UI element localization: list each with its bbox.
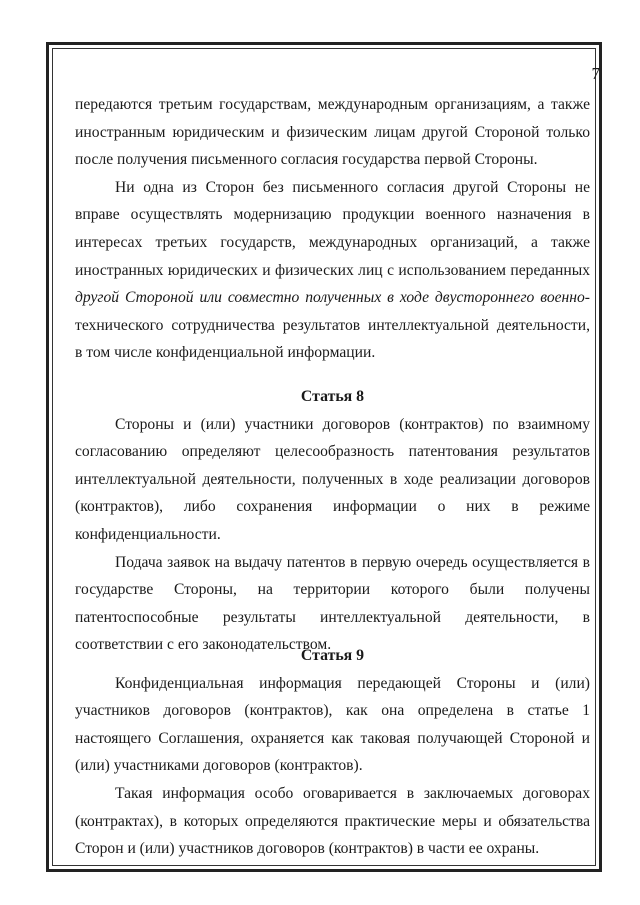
paragraph-line: другой Стороной или совместно полученных в ходе двустороннего военно- — [75, 289, 590, 307]
paragraph-line: конфиденциальности. — [75, 525, 221, 543]
article-9-section — [75, 642, 590, 863]
paragraph-line: настоящего Соглашения, охраняется как таковая получающей Стороной и — [75, 729, 590, 747]
paragraph-line: после получения письменного согласия государства первой Стороны. — [75, 151, 538, 169]
article-8-heading: Статья 8 — [300, 388, 365, 405]
paragraph-line: участников договоров (контрактов), как она определена в статье 1 — [75, 702, 590, 720]
paragraph-line: (или) участниками договоров (контрактов). — [75, 757, 363, 775]
paragraph-line: Подача заявок на выдачу патентов в первую очередь осуществляется в — [115, 553, 590, 571]
paragraph-line: Такая информация особо оговаривается в заключаемых договорах — [115, 784, 590, 802]
paragraph-line: иностранных юридических и физических лиц с использованием переданных — [75, 261, 590, 279]
paragraph-line: вправе осуществлять модернизацию продукции военного назначения в — [75, 206, 590, 224]
paragraph-line: патентоспособные результаты интеллектуальной деятельности, в — [75, 608, 590, 626]
article-8-section — [75, 383, 590, 659]
paragraph-line: Конфиденциальная информация передающей Стороны и (или) — [115, 674, 590, 692]
paragraph-line: передаются третьим государствам, международным организациям, а также — [75, 96, 590, 113]
paragraph-line: Сторон и (или) участников договоров (контрактов) в части ее охраны. — [75, 840, 540, 858]
paragraph-line: Стороны и (или) участники договоров (контрактов) по взаимному — [115, 415, 590, 433]
paragraph-line: государстве Стороны, на территории которого были получены — [75, 581, 590, 599]
continuation-block — [75, 91, 590, 367]
paragraph-line: (контрактов), либо сохранения информации о них в режиме — [75, 498, 590, 516]
paragraph-line: (контрактах), в которых определяются практические меры и обязательства — [75, 812, 590, 830]
paragraph-line: интересах третьих государств, международных организаций, а также — [75, 233, 590, 251]
article-9-heading: Статья 9 — [300, 647, 365, 664]
paragraph-line: Ни одна из Сторон без письменного согласия другой Стороны не — [115, 178, 590, 196]
paragraph-line: в том числе конфиденциальной информации. — [75, 344, 376, 362]
paragraph-line: технического сотрудничества результатов интеллектуальной деятельности, — [75, 316, 590, 334]
paragraph-line: согласованию определяют целесообразность патентования результатов — [75, 443, 590, 461]
paragraph-line: интеллектуальной деятельности, полученных в ходе реализации договоров — [75, 470, 590, 488]
paragraph-line: соответствии с его законодательством. — [75, 636, 332, 654]
page-number: 7 — [591, 64, 600, 83]
paragraph-line: иностранным юридическим и физическим лицам другой Стороной только — [75, 123, 590, 141]
